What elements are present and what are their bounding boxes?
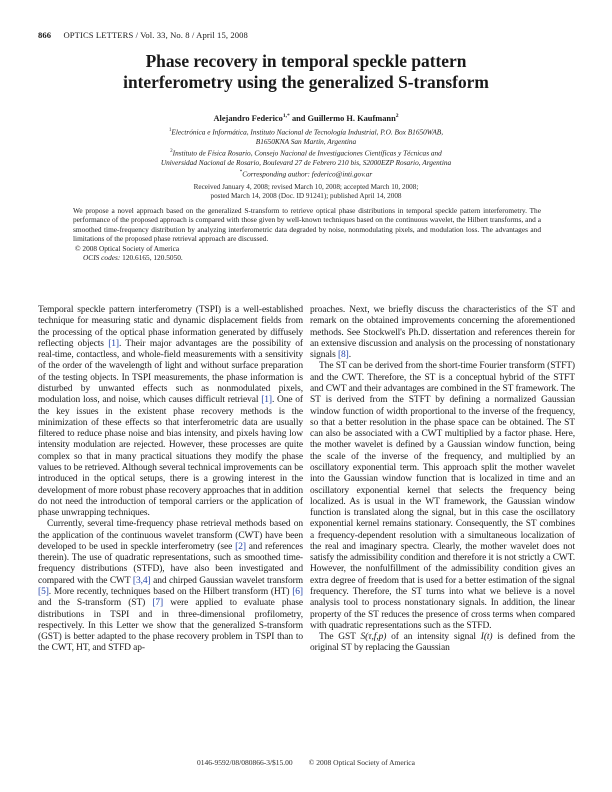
citation-link[interactable]: [8] bbox=[337, 350, 349, 361]
author-list bbox=[60, 113, 552, 123]
right-paragraph-2: The ST can be derived from the short-time Fourier transform (STFT) and the CWT. Therefore, the ST is a conceptual hybrid of the STFT and CWT and their advantages are combined in the ST framework. The ST is derived from the STFT by defining a normalized Gaussian window function of width proportional to the inverse of the frequency, so that a better resolution in the phase space can be obtained. The ST can also be associated with a CWT multiplied by a factor phase. Here, the mother wavelet is defined by a Gaussian window function, being the scale of the inverse of the frequency, and multiplied by an oscillatory exponential term. This approach split the mother wavelet into the Gaussian window function that is localized in time and an oscillatory exponential kernel that selects the frequency being localized. As is usual in the WT framework, the Gaussian window function is translated along the signal, but in this case the oscillatory exponential kernel remains stationary. Consequently, the ST combines a frequency-dependent resolution with a simultaneous localization of the real and imaginary spectra. Clearly, the mother wavelet does not satisfy the admissibility condition and therefore it is not strictly a CWT. However, the nonfulfillment of the admissibility condition gives an extra degree of freedom that is used for a better estimation of the signal frequency. Therefore, the ST turns into what we believe is a novel analysis tool to process nonstationary signals. In addition, the linear property of the ST reduces the presence of cross terms when compared with quadratic representations such as the STFD. bbox=[310, 361, 575, 631]
citation-link[interactable]: [1] bbox=[261, 395, 272, 406]
author-1: Alejandro Federico bbox=[213, 113, 283, 123]
citation-link[interactable]: [3,4] bbox=[132, 575, 151, 586]
dates-line-2: posted March 14, 2008 (Doc. ID 91241); published April 14, 2008 bbox=[210, 192, 402, 201]
text-run: Currently, several time-frequency phase retrieval methods based on the application of the continuous wavelet transform (CWT) have been developed to be used in speckle interferometry (see bbox=[38, 519, 303, 552]
math-intensity: I(t) bbox=[480, 632, 493, 643]
left-paragraph-1 bbox=[38, 305, 303, 519]
corresponding-mark: * bbox=[239, 169, 243, 175]
affil-2-mark: 2 bbox=[170, 148, 173, 154]
left-paragraph-2 bbox=[38, 519, 303, 654]
page-footer bbox=[38, 758, 574, 767]
text-run: . bbox=[348, 350, 351, 361]
author-2-marks: 2 bbox=[395, 113, 399, 119]
author-1-marks: 1,* bbox=[282, 113, 290, 119]
citation-link[interactable]: [5] bbox=[38, 587, 49, 598]
publication-dates bbox=[60, 183, 552, 202]
abstract bbox=[73, 206, 541, 262]
ocis-values: 120.6165, 120.5050. bbox=[120, 253, 183, 263]
author-2: Guillermo H. Kaufmann bbox=[307, 113, 396, 123]
right-paragraph-1 bbox=[310, 305, 575, 361]
text-run: . One of the key issues in the existent phase recovery methods is the minimization of these effects so that interferometric data are usually filtered to reduce phase noise and bias intensity, and pixels having low intensity modulation are rejected. However, these processes are quite complex so that in many practical situations they modify the phase values to be retrieved. Although several technical improvements can be introduced in the optical setups, there is a growing interest in the development of more robust phase recovery approaches that in addition do not need the introduction of temporal carriers or the application of phase unwrapping techniques. bbox=[38, 395, 303, 519]
text-run: were applied to evaluate phase distributions in TSPI and in three-dimensional profilometry, respectively. In this Letter we show that the generalized S-transform (GST) is better adapted to the phase recovery problem in TSPI than to the CWT, HT, and STFD ap- bbox=[38, 598, 303, 654]
right-paragraph-3 bbox=[310, 632, 575, 655]
affil-2-line-2: Universidad Nacional de Rosario, Boulevard 27 de Febrero 210 bis, S2000EZP Rosario, Argentina bbox=[160, 157, 452, 167]
ocis-codes bbox=[83, 253, 541, 262]
journal-citation: OPTICS LETTERS / Vol. 33, No. 8 / April 15, 2008 bbox=[63, 30, 248, 40]
text-run: Temporal speckle pattern interferometry (TSPI) is a well-established technique for measuring static and dynamic displacement fields from the processing of the optical phase information generated by diffusely reflecting objects bbox=[38, 305, 303, 349]
text-run: and chirped Gaussian wavelet transform bbox=[150, 575, 303, 586]
title-line-2: interferometry using the generalized S-transform bbox=[123, 71, 489, 92]
dates-line-1: Received January 4, 2008; revised March 10, 2008; accepted March 10, 2008; bbox=[193, 183, 419, 191]
citation-link[interactable]: [6] bbox=[292, 587, 303, 598]
title-line-1: Phase recovery in temporal speckle pattern bbox=[145, 51, 467, 71]
text-run: and references therein). The use of quadratic representations, such as smoothed time-frequency distributions (STFD), have also been investigated and compared with the CWT bbox=[38, 541, 303, 586]
math-gst: S(τ,f,p) bbox=[360, 632, 387, 643]
left-column bbox=[38, 305, 303, 655]
author-connector: and bbox=[289, 113, 308, 123]
text-run: . More recently, techniques based on the Hilbert transform (HT) bbox=[48, 587, 293, 598]
page-number: 866 bbox=[38, 30, 52, 40]
affil-1-line-2: B1650KNA San Martín, Argentina bbox=[255, 137, 357, 147]
ocis-label: OCIS codes: bbox=[83, 253, 121, 263]
footer-issn: 0146-9592/08/080866-3/$15.00 bbox=[197, 758, 293, 767]
affil-1-line-1: Electrónica e Informática, Instituto Nacional de Tecnología Industrial, P.O. Box B1650WAB, bbox=[171, 127, 444, 137]
text-run: and the S-transform (ST) bbox=[38, 598, 153, 609]
text-run: The GST bbox=[319, 632, 361, 643]
corresponding-author-link[interactable]: Corresponding author: federico@inti.gov.ar bbox=[242, 169, 373, 179]
citation-link[interactable]: [2] bbox=[235, 541, 246, 552]
abstract-text: We propose a novel approach based on the generalized S-transform to retrieve optical phase distributions in temporal speckle pattern interferometry. The performance of the proposed approach is compared with those given by well-known techniques based on the continuous wavelet, the Hilbert transforms, and a smoothed time-frequency distribution by analyzing interferometric data degraded by noise, nonmodulating pixels, and modulation loss. The advantages and limitations of the proposed phase retrieval approach are discussed. bbox=[73, 206, 541, 244]
text-run: is defined from the original ST by replacing the Gaussian bbox=[310, 632, 575, 654]
affil-1-mark: 1 bbox=[168, 128, 172, 133]
footer-copyright: © 2008 Optical Society of America bbox=[308, 758, 415, 767]
affil-2-line-1: Instituto de Física Rosario, Consejo Nacional de Investigaciones Científicas y Técnicas and bbox=[172, 148, 442, 158]
abstract-copyright: © 2008 Optical Society of America bbox=[75, 243, 180, 253]
text-run: proaches. Next, we briefly discuss the characteristics of the ST and remark on the obtained improvements concerning the aforementioned methods. See Stockwell's Ph.D. dissertation and references therein for an extensive discussion and analysis on the processing of nonstationary signals bbox=[310, 305, 575, 361]
citation-link[interactable]: [1] bbox=[108, 338, 119, 349]
affiliations bbox=[60, 126, 552, 179]
running-header bbox=[38, 30, 248, 40]
right-column bbox=[310, 305, 575, 655]
article-title bbox=[60, 51, 552, 92]
text-run: of an intensity signal bbox=[386, 632, 481, 643]
citation-link[interactable]: [7] bbox=[152, 598, 164, 609]
text-run: . Their major advantages are the possibility of real-time, contactless, and whole-field measurements with a sensitivity of the order of the wavelength of light and without surface preparation of the testing objects. In TSPI measurements, the phase information is disturbed by unwanted effects such as nonmodulated pixels, modulation loss, and noise, which causes difficult retrieval bbox=[38, 338, 303, 406]
